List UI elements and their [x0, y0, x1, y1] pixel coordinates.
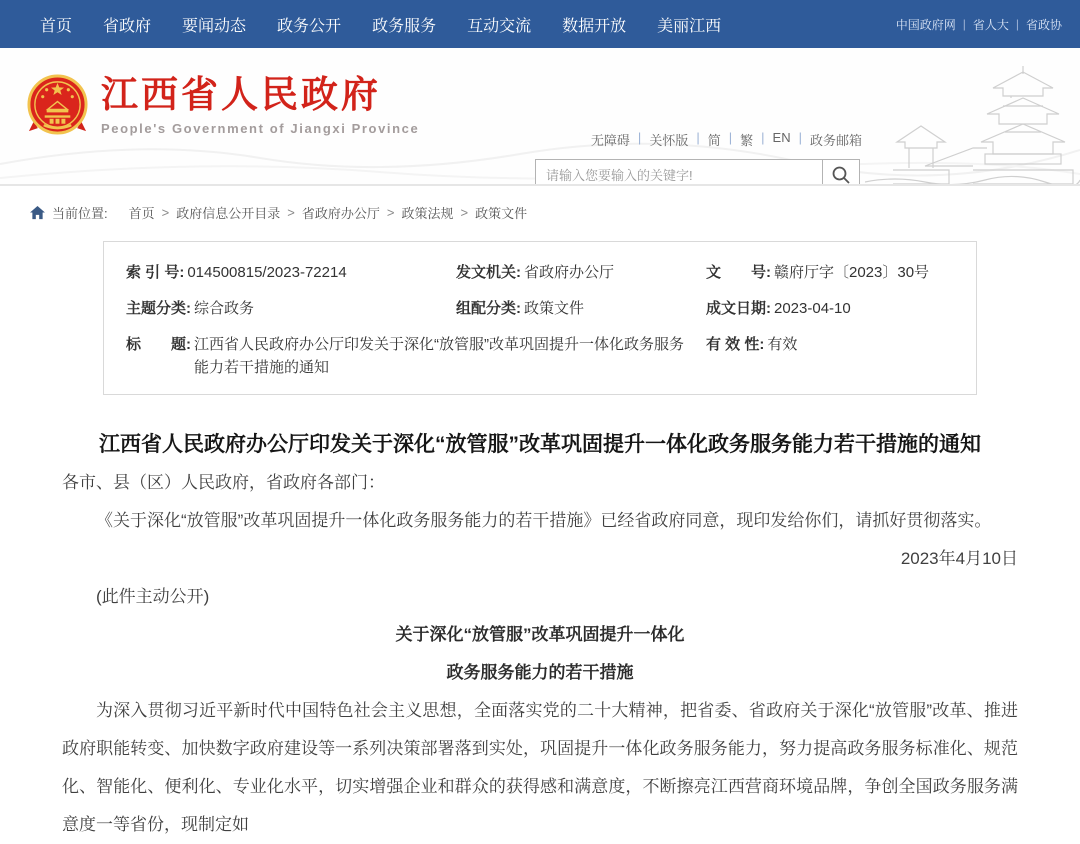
meta-label: 标 题:: [126, 336, 191, 353]
link-traditional-chinese[interactable]: 繁: [740, 133, 754, 148]
utility-links: [591, 130, 862, 149]
link-provincial-cppcc[interactable]: 省政协: [1025, 17, 1062, 32]
meta-grid: [126, 261, 954, 379]
search-input[interactable]: [535, 159, 823, 186]
meta-validity: [706, 333, 954, 379]
meta-value: 014500815/2023-72214: [187, 264, 347, 281]
search-bar: [535, 159, 860, 186]
site-header: [0, 48, 1080, 186]
nav-item-provincial-gov[interactable]: 省政府: [103, 17, 152, 35]
meta-value: 江西省人民政府办公厅印发关于深化“放管服”改革巩固提升一体化政务服务能力若干措施的通知: [194, 336, 684, 376]
search-button[interactable]: [823, 159, 860, 186]
divider: |: [761, 130, 765, 145]
link-accessibility[interactable]: 无障碍: [590, 133, 630, 148]
meta-issue-date: [706, 297, 954, 320]
breadcrumb-separator: >: [287, 205, 295, 220]
meta-label: 文 号:: [706, 264, 771, 281]
divider: |: [728, 130, 733, 145]
meta-label: 组配分类:: [456, 300, 521, 317]
site-subtitle: People's Government of Jiangxi Province: [101, 121, 420, 137]
article-salutation: 各市、县（区）人民政府，省政府各部门：: [62, 473, 385, 492]
breadcrumb-policies-regulations[interactable]: 政策法规: [401, 206, 454, 221]
meta-value: 赣府厅字〔2023〕30号: [774, 264, 930, 281]
external-gov-links: [896, 16, 1062, 33]
breadcrumb-location-label: 当前位置:: [52, 206, 108, 221]
link-english[interactable]: EN: [772, 130, 791, 145]
divider: |: [962, 17, 966, 31]
divider: |: [637, 130, 642, 145]
link-care-version[interactable]: 关怀版: [649, 133, 689, 148]
article-paragraph-1: 《关于深化“放管服”改革巩固提升一体化政务服务能力的若干措施》已经省政府同意，现印发给你们，请抓好贯彻落实。: [96, 511, 992, 530]
pagoda-watermark: [865, 58, 1080, 186]
meta-label: 成文日期:: [706, 300, 771, 317]
meta-value: 综合政务: [194, 300, 255, 317]
article-body: [0, 426, 1080, 844]
top-nav-bar: [0, 0, 1080, 48]
link-simplified-chinese[interactable]: 简: [707, 133, 721, 148]
link-provincial-npc[interactable]: 省人大: [972, 17, 1009, 32]
article-disclosure-note: (此件主动公开): [96, 587, 210, 606]
breadcrumb-separator: >: [460, 205, 469, 220]
nav-item-gov-affairs-open[interactable]: 政务公开: [277, 17, 342, 35]
meta-label: 有 效 性:: [706, 336, 765, 353]
link-gov-mail[interactable]: 政务邮箱: [809, 133, 862, 148]
nav-item-interaction[interactable]: 互动交流: [467, 17, 532, 35]
meta-label: 主题分类:: [126, 300, 191, 317]
divider: |: [798, 130, 802, 145]
article-title: 江西省人民政府办公厅印发关于深化“放管服”改革巩固提升一体化政务服务能力若干措施的通知: [99, 433, 981, 456]
document-meta-box: [103, 241, 977, 395]
attachment-title-line-2: 政务服务能力的若干措施: [446, 663, 634, 682]
meta-document-number: [706, 261, 954, 284]
nav-item-news[interactable]: 要闻动态: [182, 17, 247, 35]
attachment-title-line-1: 关于深化“放管服”改革巩固提升一体化: [395, 625, 685, 644]
search-icon: [831, 165, 851, 185]
breadcrumb-policy-documents[interactable]: 政策文件: [475, 206, 528, 221]
home-icon: [30, 206, 45, 220]
meta-value: 省政府办公厅: [524, 264, 615, 281]
breadcrumb-separator: >: [161, 205, 170, 220]
breadcrumb-home[interactable]: 首页: [128, 206, 155, 221]
site-title: 江西省人民政府: [101, 73, 381, 115]
site-title-group: [101, 75, 419, 137]
meta-index-number: [126, 261, 456, 284]
breadcrumb-general-office[interactable]: 省政府办公厅: [301, 206, 380, 221]
divider: |: [1015, 17, 1019, 31]
meta-subject-category: [126, 297, 456, 320]
breadcrumb-info-directory[interactable]: 政府信息公开目录: [176, 206, 281, 221]
meta-issuing-agency: [456, 261, 706, 284]
meta-label: 发文机关:: [456, 264, 521, 281]
article-date: 2023年4月10日: [900, 549, 1018, 568]
meta-value: 有效: [767, 336, 798, 353]
meta-label: 索 引 号:: [126, 264, 185, 281]
divider: |: [696, 130, 700, 145]
meta-value: 2023-04-10: [774, 300, 851, 317]
breadcrumb: [0, 186, 1080, 222]
meta-value: 政策文件: [524, 300, 585, 317]
nav-item-home[interactable]: 首页: [40, 17, 73, 35]
national-emblem-icon: [26, 74, 89, 137]
meta-title: [126, 333, 706, 379]
meta-group-category: [456, 297, 706, 320]
main-nav: [40, 13, 721, 36]
breadcrumb-separator: >: [386, 205, 395, 220]
link-china-gov[interactable]: 中国政府网: [895, 17, 956, 32]
article-paragraph-2: 为深入贯彻习近平新时代中国特色社会主义思想，全面落实党的二十大精神，把省委、省政府关于深化“放管服”改革、推进政府职能转变、加快数字政府建设等一系列决策部署落到实处，巩固提升一体化政务服务能力，努力提高政务服务标准化、规范化、智能化、便利化、专业化水平，切实增强企业和群众的获得感和满意度，不断擦亮江西营商环境品牌，争创全国政务服务满意度一等省份，现制定如: [62, 701, 1018, 834]
site-logo[interactable]: [26, 74, 419, 137]
nav-item-data-open[interactable]: 数据开放: [562, 17, 627, 35]
nav-item-gov-services[interactable]: 政务服务: [372, 17, 437, 35]
nav-item-beautiful-jiangxi[interactable]: 美丽江西: [657, 17, 722, 35]
